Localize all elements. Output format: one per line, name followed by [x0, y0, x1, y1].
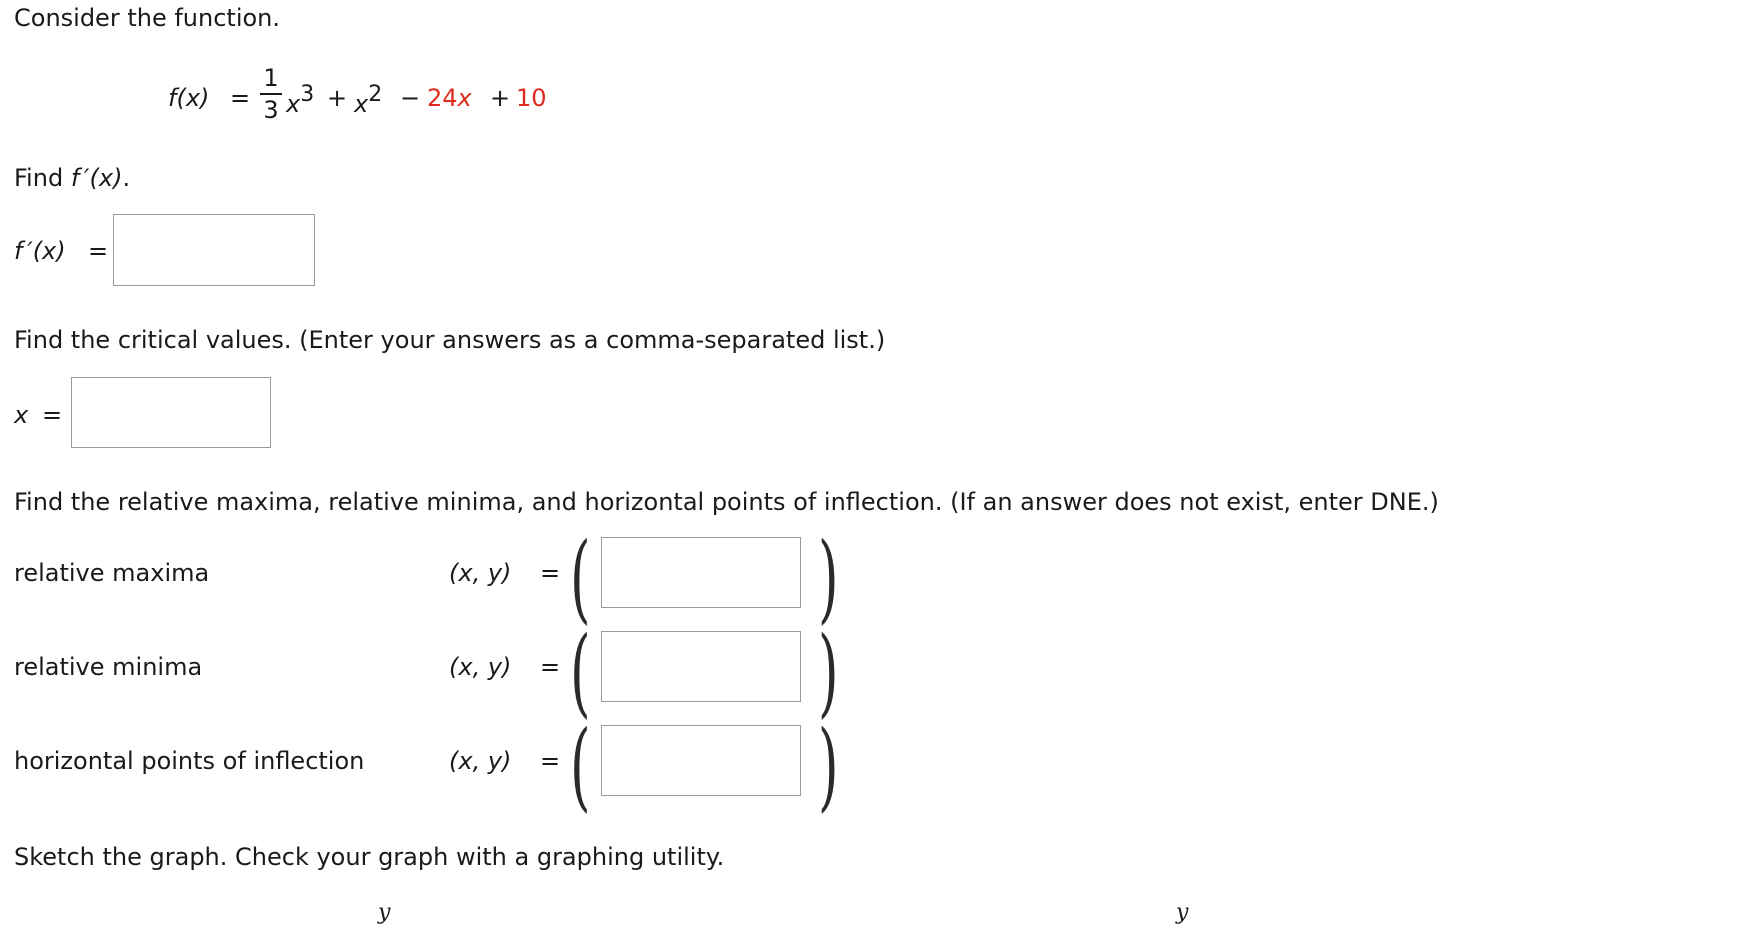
- graph-left-axis-label: [378, 900, 398, 925]
- sketch-prompt: Sketch the graph. Check your graph with a graphing utility.: [14, 843, 725, 871]
- function-equals: =: [230, 84, 251, 112]
- critical-equals: =: [42, 401, 63, 429]
- left-paren: (: [570, 710, 591, 822]
- critical-values-input[interactable]: [71, 377, 271, 448]
- function-constant: 10: [516, 84, 547, 112]
- graph-right-axis-label: [1176, 900, 1196, 925]
- term2-exp: 2: [368, 82, 383, 107]
- left-paren: (: [570, 522, 591, 634]
- relative-maxima-label: relative maxima: [14, 559, 210, 587]
- critical-values-prompt: Find the critical values. (Enter your answers as a comma-separated list.): [14, 326, 886, 354]
- relative-minima-coord-label: [449, 655, 511, 679]
- relative-maxima-input[interactable]: [601, 537, 801, 608]
- coord-label-text: (x, y): [449, 747, 512, 775]
- extrema-prompt: Find the relative maxima, relative minima, and horizontal points of inflection. (If an answer does not exist, enter DNE.): [14, 488, 1439, 516]
- function-coefficient-term: [427, 86, 472, 110]
- horizontal-inflection-coord-label: [449, 749, 511, 773]
- function-lhs: f(x): [168, 84, 210, 112]
- fraction-bar: [260, 93, 282, 95]
- coord-label-text: (x, y): [449, 559, 512, 587]
- horizontal-inflection-input[interactable]: [601, 725, 801, 796]
- horizontal-inflection-label: horizontal points of inflection: [14, 747, 365, 775]
- relative-minima-input[interactable]: [601, 631, 801, 702]
- function-coefficient: 24: [427, 84, 458, 112]
- function-term-square: [354, 82, 383, 118]
- fraction-denominator: 3: [263, 95, 279, 124]
- derivative-prompt-expr: f ′(x): [70, 164, 123, 192]
- term1-exp: 3: [300, 82, 315, 107]
- left-paren: (: [570, 616, 591, 728]
- relative-maxima-equals: =: [540, 559, 561, 587]
- derivative-prompt-prefix: Find: [14, 164, 71, 192]
- fraction-numerator: 1: [263, 64, 279, 92]
- function-term-cubic: [286, 82, 315, 118]
- horizontal-inflection-equals: =: [540, 747, 561, 775]
- function-minus: −: [400, 84, 421, 112]
- function-plus-1: +: [327, 84, 348, 112]
- function-fraction: [260, 66, 282, 122]
- derivative-equals: =: [88, 237, 109, 265]
- relative-minima-label: relative minima: [14, 653, 203, 681]
- coefficient-var: x: [457, 84, 472, 112]
- relative-minima-equals: =: [540, 653, 561, 681]
- coord-label-text: (x, y): [449, 653, 512, 681]
- derivative-prompt-suffix: .: [122, 164, 131, 192]
- term2-var: x: [354, 90, 369, 118]
- intro-text: Consider the function.: [14, 4, 281, 32]
- graph-right-axis-label-text: y: [1176, 900, 1189, 925]
- right-paren: ): [818, 616, 839, 728]
- derivative-answer-input[interactable]: [113, 214, 315, 286]
- right-paren: ): [818, 522, 839, 634]
- function-plus-2: +: [490, 84, 511, 112]
- relative-maxima-coord-label: [449, 561, 511, 585]
- right-paren: ): [818, 710, 839, 822]
- graph-left-axis-label-text: y: [378, 900, 391, 925]
- critical-label: x: [14, 401, 29, 429]
- derivative-label: f ′(x): [14, 237, 66, 265]
- term1-var: x: [286, 90, 301, 118]
- derivative-prompt: [14, 166, 130, 190]
